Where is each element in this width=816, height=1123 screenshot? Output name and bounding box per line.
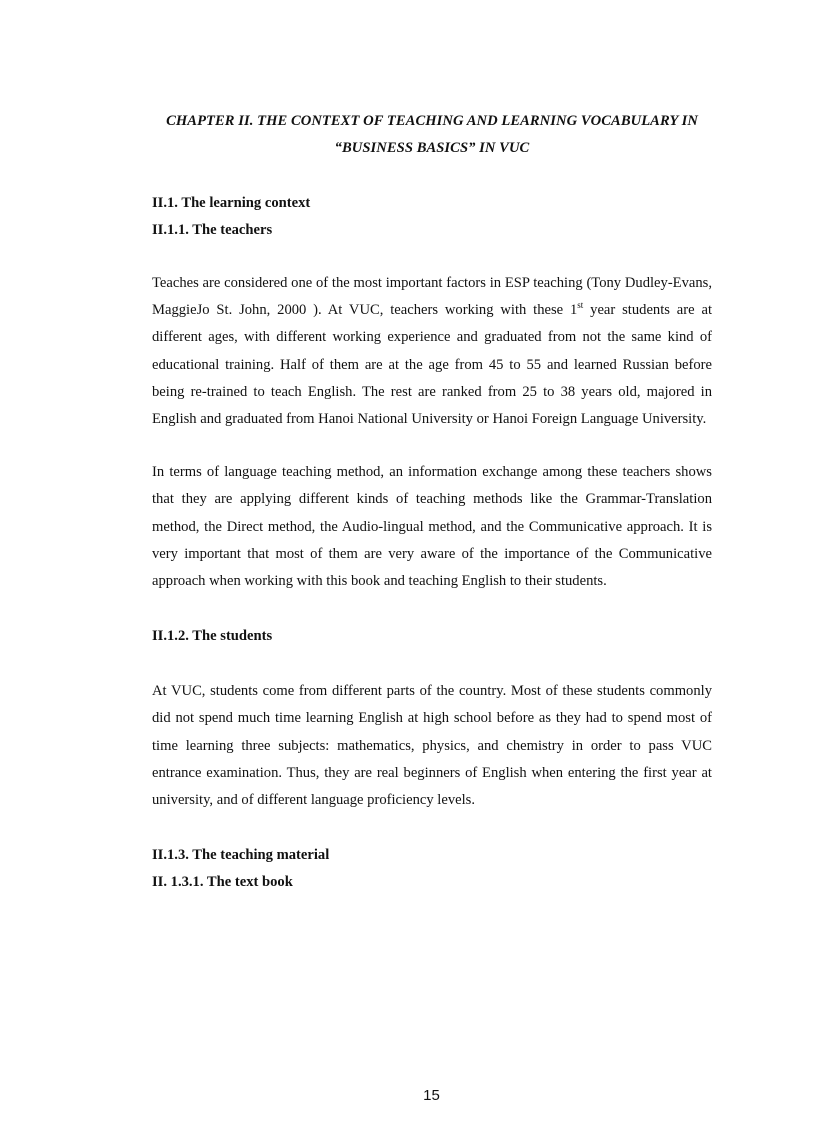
document-page xyxy=(152,108,712,896)
paragraph-text: Teaches are considered one of the most important factors in ESP teaching (Tony Dudley-Evans, MaggieJo St. John, 2000 ). At VUC, teachers working with these 1 xyxy=(152,275,712,319)
spacer xyxy=(152,433,712,459)
spacer xyxy=(152,650,712,678)
section-heading-teaching-material: II.1.3. The teaching material xyxy=(152,847,330,864)
page-number: 15 xyxy=(423,1087,440,1104)
spacer xyxy=(152,244,712,270)
section-heading-teachers: II.1.1. The teachers xyxy=(152,222,273,238)
paragraph-teaching-methods: In terms of language teaching method, an information exchange among these teachers shows that they are applying different kinds of teaching methods like the Grammar-Translation method, the Direct method, the Audio-lingual method, and the Communicative approach. It is very important that most of them are very aware of the importance of the Communicative approach when working with this book and teaching English to their students. xyxy=(152,464,712,590)
section-heading-text-book: II. 1.3.1. The text book xyxy=(152,874,293,891)
chapter-title-line-1: CHAPTER II. THE CONTEXT OF TEACHING AND LEARNING VOCABULARY IN xyxy=(166,113,698,129)
superscript-ordinal: st xyxy=(577,300,584,311)
chapter-title-line-2: “BUSINESS BASICS” IN VUC xyxy=(334,140,530,156)
spacer xyxy=(152,162,712,190)
paragraph-students: At VUC, students come from different parts of the country. Most of these students commonly did not spend much time learning English at high school before as they had to spend most of time learning three subjects: mathematics, physics, and chemistry in order to pass VUC entrance examination. Thus, they are real beginners of English when entering the first year at university, and of different language proficiency levels. xyxy=(152,683,712,809)
paragraph-teachers-background xyxy=(152,270,712,433)
spacer xyxy=(152,814,712,842)
section-heading-students: II.1.2. The students xyxy=(152,628,273,645)
paragraph-text: year students are at different ages, with different working experience and graduated from not the same kind of educational training. Half of them are at the age from 45 to 55 and learned Russian before being re-trained to teach English. The rest are ranked from 25 to 38 years old, majored in English and graduated from Hanoi National University or Hanoi Foreign Language University. xyxy=(152,302,713,428)
section-heading-learning-context: II.1. The learning context xyxy=(152,195,311,211)
spacer xyxy=(152,595,712,623)
